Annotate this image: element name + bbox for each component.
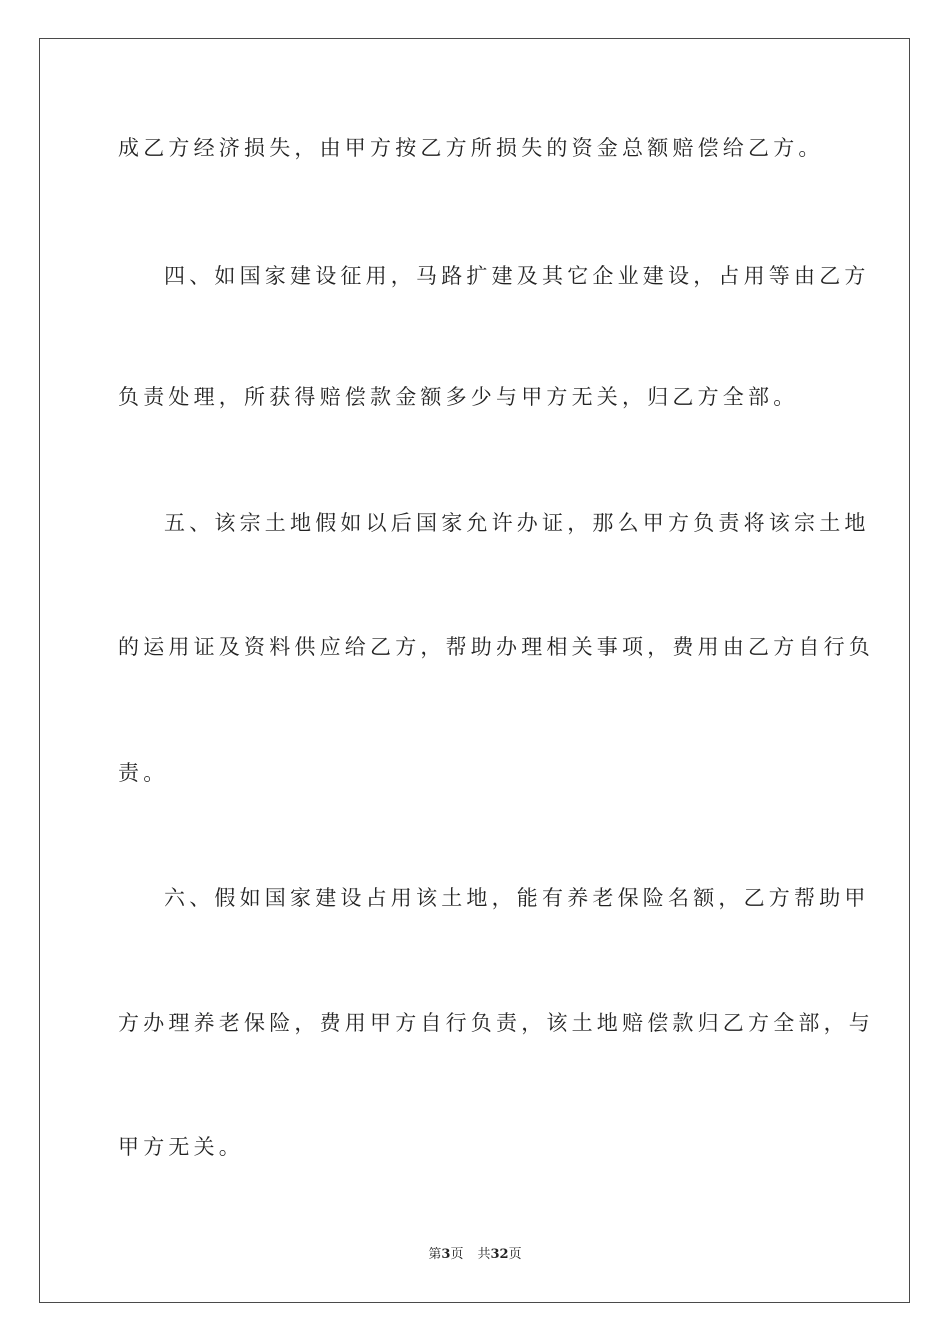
page-number: 3 — [441, 1247, 451, 1262]
total-prefix: 共 — [477, 1247, 491, 1262]
page-suffix: 页 — [450, 1247, 464, 1262]
text-line: 责。 — [118, 761, 169, 785]
total-suffix: 页 — [508, 1247, 522, 1262]
page-border — [39, 38, 910, 1303]
page-footer — [0, 1246, 950, 1264]
text-line: 甲方无关。 — [118, 1135, 244, 1159]
text-line: 成乙方经济损失，由甲方按乙方所损失的资金总额赔偿给乙方。 — [118, 136, 824, 160]
text-line: 负责处理，所获得赔偿款金额多少与甲方无关，归乙方全部。 — [118, 385, 799, 409]
text-line: 的运用证及资料供应给乙方，帮助办理相关事项，费用由乙方自行负 — [118, 635, 874, 659]
paragraph-4-line: 四、如国家建设征用，马路扩建及其它企业建设，占用等由乙方 — [164, 264, 870, 288]
text-line: 方办理养老保险，费用甲方自行负责，该土地赔偿款归乙方全部，与 — [118, 1011, 874, 1035]
paragraph-6-line: 六、假如国家建设占用该土地，能有养老保险名额，乙方帮助甲 — [164, 886, 870, 910]
total-pages: 32 — [490, 1247, 509, 1262]
paragraph-5-line: 五、该宗土地假如以后国家允许办证，那么甲方负责将该宗土地 — [164, 511, 870, 535]
page-prefix: 第 — [428, 1247, 442, 1262]
